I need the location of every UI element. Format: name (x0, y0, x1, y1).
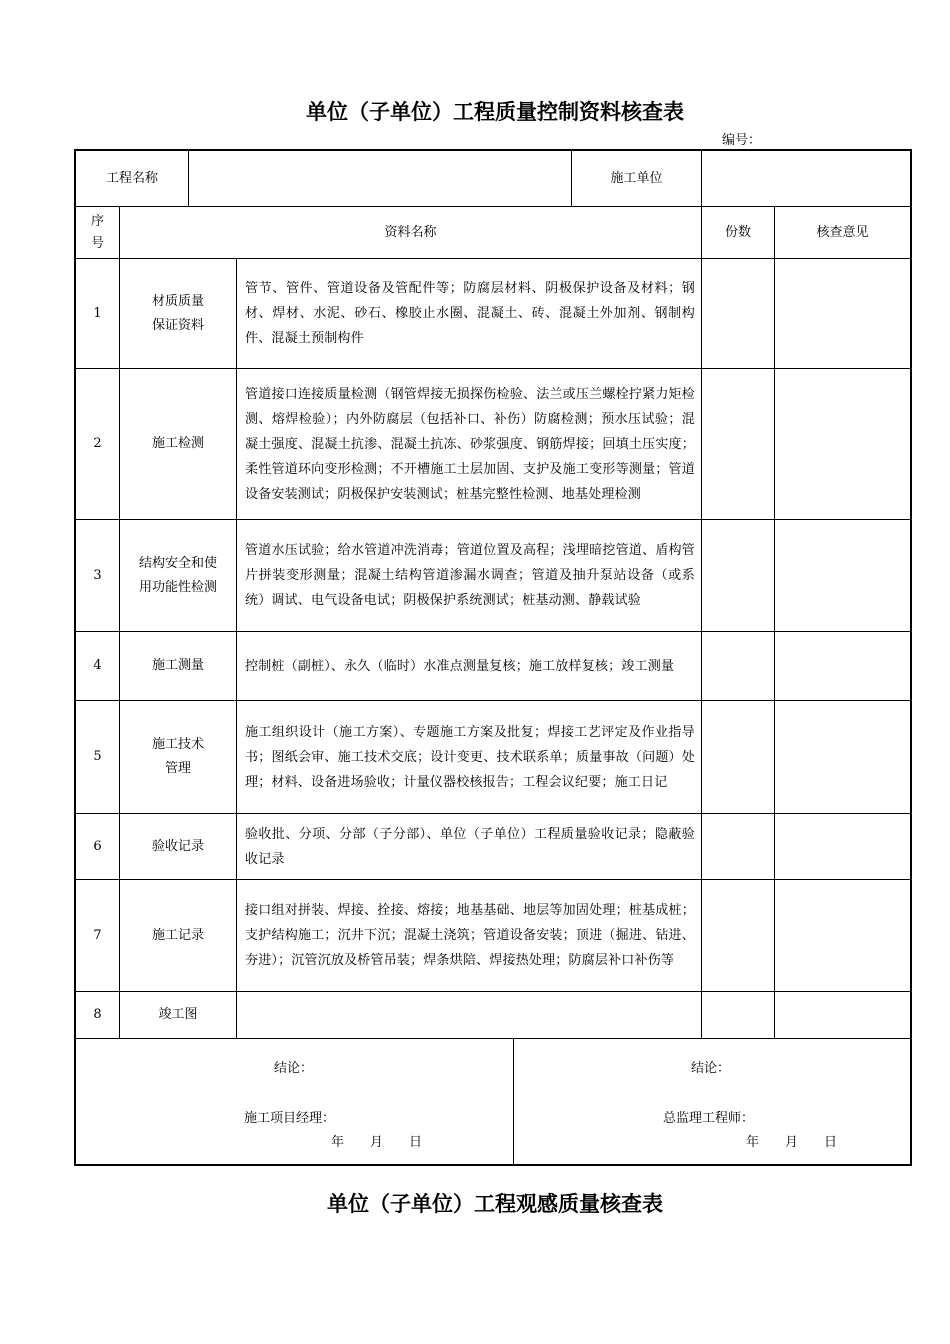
row-category: 施工测量 (151, 658, 204, 673)
conclusion-label-right: 结论： (691, 1061, 731, 1076)
date-left: 年 月 日 (331, 1135, 423, 1150)
row-number: 7 (93, 927, 102, 943)
row-category: 施工技术 管理 (151, 737, 204, 776)
row-description: 控制桩（副桩）、永久（临时）水准点测量复核；施工放样复核；竣工测量 (245, 658, 675, 674)
conclusion-label-left: 结论： (274, 1061, 314, 1076)
project-name-value (189, 151, 571, 206)
column-header-material-name: 资料名称 (384, 224, 437, 240)
construction-unit-value (702, 151, 910, 206)
row-number: 1 (93, 305, 102, 321)
date-right: 年 月 日 (746, 1135, 838, 1150)
row-number: 5 (93, 749, 102, 764)
row-number: 4 (93, 658, 102, 673)
project-name-label: 工程名称 (105, 170, 158, 186)
row-category: 施工记录 (151, 927, 204, 943)
second-document-title: 单位（子单位）工程观感质量核查表 (327, 1192, 663, 1216)
row-number: 8 (93, 1007, 102, 1022)
row-category: 结构安全和使 用功能性检测 (138, 555, 217, 595)
row-category: 竣工图 (158, 1007, 198, 1022)
doc-number-label: 编号： (722, 133, 762, 148)
chief-supervisor-label: 总监理工程师： (663, 1111, 755, 1126)
construction-unit-label: 施工单位 (610, 170, 663, 186)
row-description: 施工组织设计（施工方案）、专题施工方案及批复；焊接工艺评定及作业指导书；图纸会审、施工技术交底；设计变更、技术联系单；质量事故（问题）处理；材料、设备进场验收；计量仪器校核报告；工程会议纪要；施工日记 (245, 724, 695, 790)
document-title: 单位（子单位）工程质量控制资料核查表 (306, 100, 684, 124)
row-description: 管道接口连接质量检测（钢管焊接无损探伤检验、法兰或压兰螺栓拧紧力矩检测、熔焊检验）；内外防腐层（包括补口、补伤）防腐检测；预水压试验；混凝土强度、混凝土抗渗、混凝土抗冻、砂浆强度、钢筋焊接；回填土压实度；柔性管道环向变形检测；不开槽施工土层加固、支护及施工变形等测量；管道设备安装测试；阴极保护安装测试；桩基完整性检测、地基处理检测 (245, 386, 695, 502)
row-number: 2 (93, 436, 102, 451)
column-header-opinion: 核查意见 (816, 224, 869, 240)
row-category: 材质质量 保证资料 (151, 293, 204, 333)
column-header-copies: 份数 (724, 224, 751, 240)
row-number: 3 (93, 567, 102, 583)
row-description (245, 992, 695, 1038)
quality-control-table (74, 149, 912, 1166)
row-category: 施工检测 (151, 436, 204, 451)
row-description: 管节、管件、管道设备及管配件等；防腐层材料、阴极保护设备及材料；钢材、焊材、水泥、砂石、橡胶止水圈、混凝土、砖、混凝土外加剂、钢制构件、混凝土预制构件 (245, 281, 695, 346)
row-description: 验收批、分项、分部（子分部）、单位（子单位）工程质量验收记录；隐蔽验收记录 (245, 826, 695, 867)
row-number: 6 (93, 838, 102, 854)
row-description: 管道水压试验；给水管道冲洗消毒；管道位置及高程；浅埋暗挖管道、盾构管片拼装变形测量；混凝土结构管道渗漏水调查；管道及抽升泵站设备（或系统）调试、电气设备电试；阴极保护系统测试；桩基动测、静载试验 (245, 543, 695, 608)
project-manager-label: 施工项目经理： (244, 1111, 336, 1126)
column-header-seq: 序 号 (90, 213, 104, 251)
row-description: 接口组对拼装、焊接、拴接、熔接；地基基础、地层等加固处理；桩基成桩；支护结构施工；沉井下沉；混凝土浇筑；管道设备安装；顶进（掘进、钻进、夯进）；沉管沉放及桥管吊装；焊条烘陪、焊接热处理；防腐层补口补伤等 (245, 903, 695, 968)
row-category: 验收记录 (151, 838, 204, 854)
